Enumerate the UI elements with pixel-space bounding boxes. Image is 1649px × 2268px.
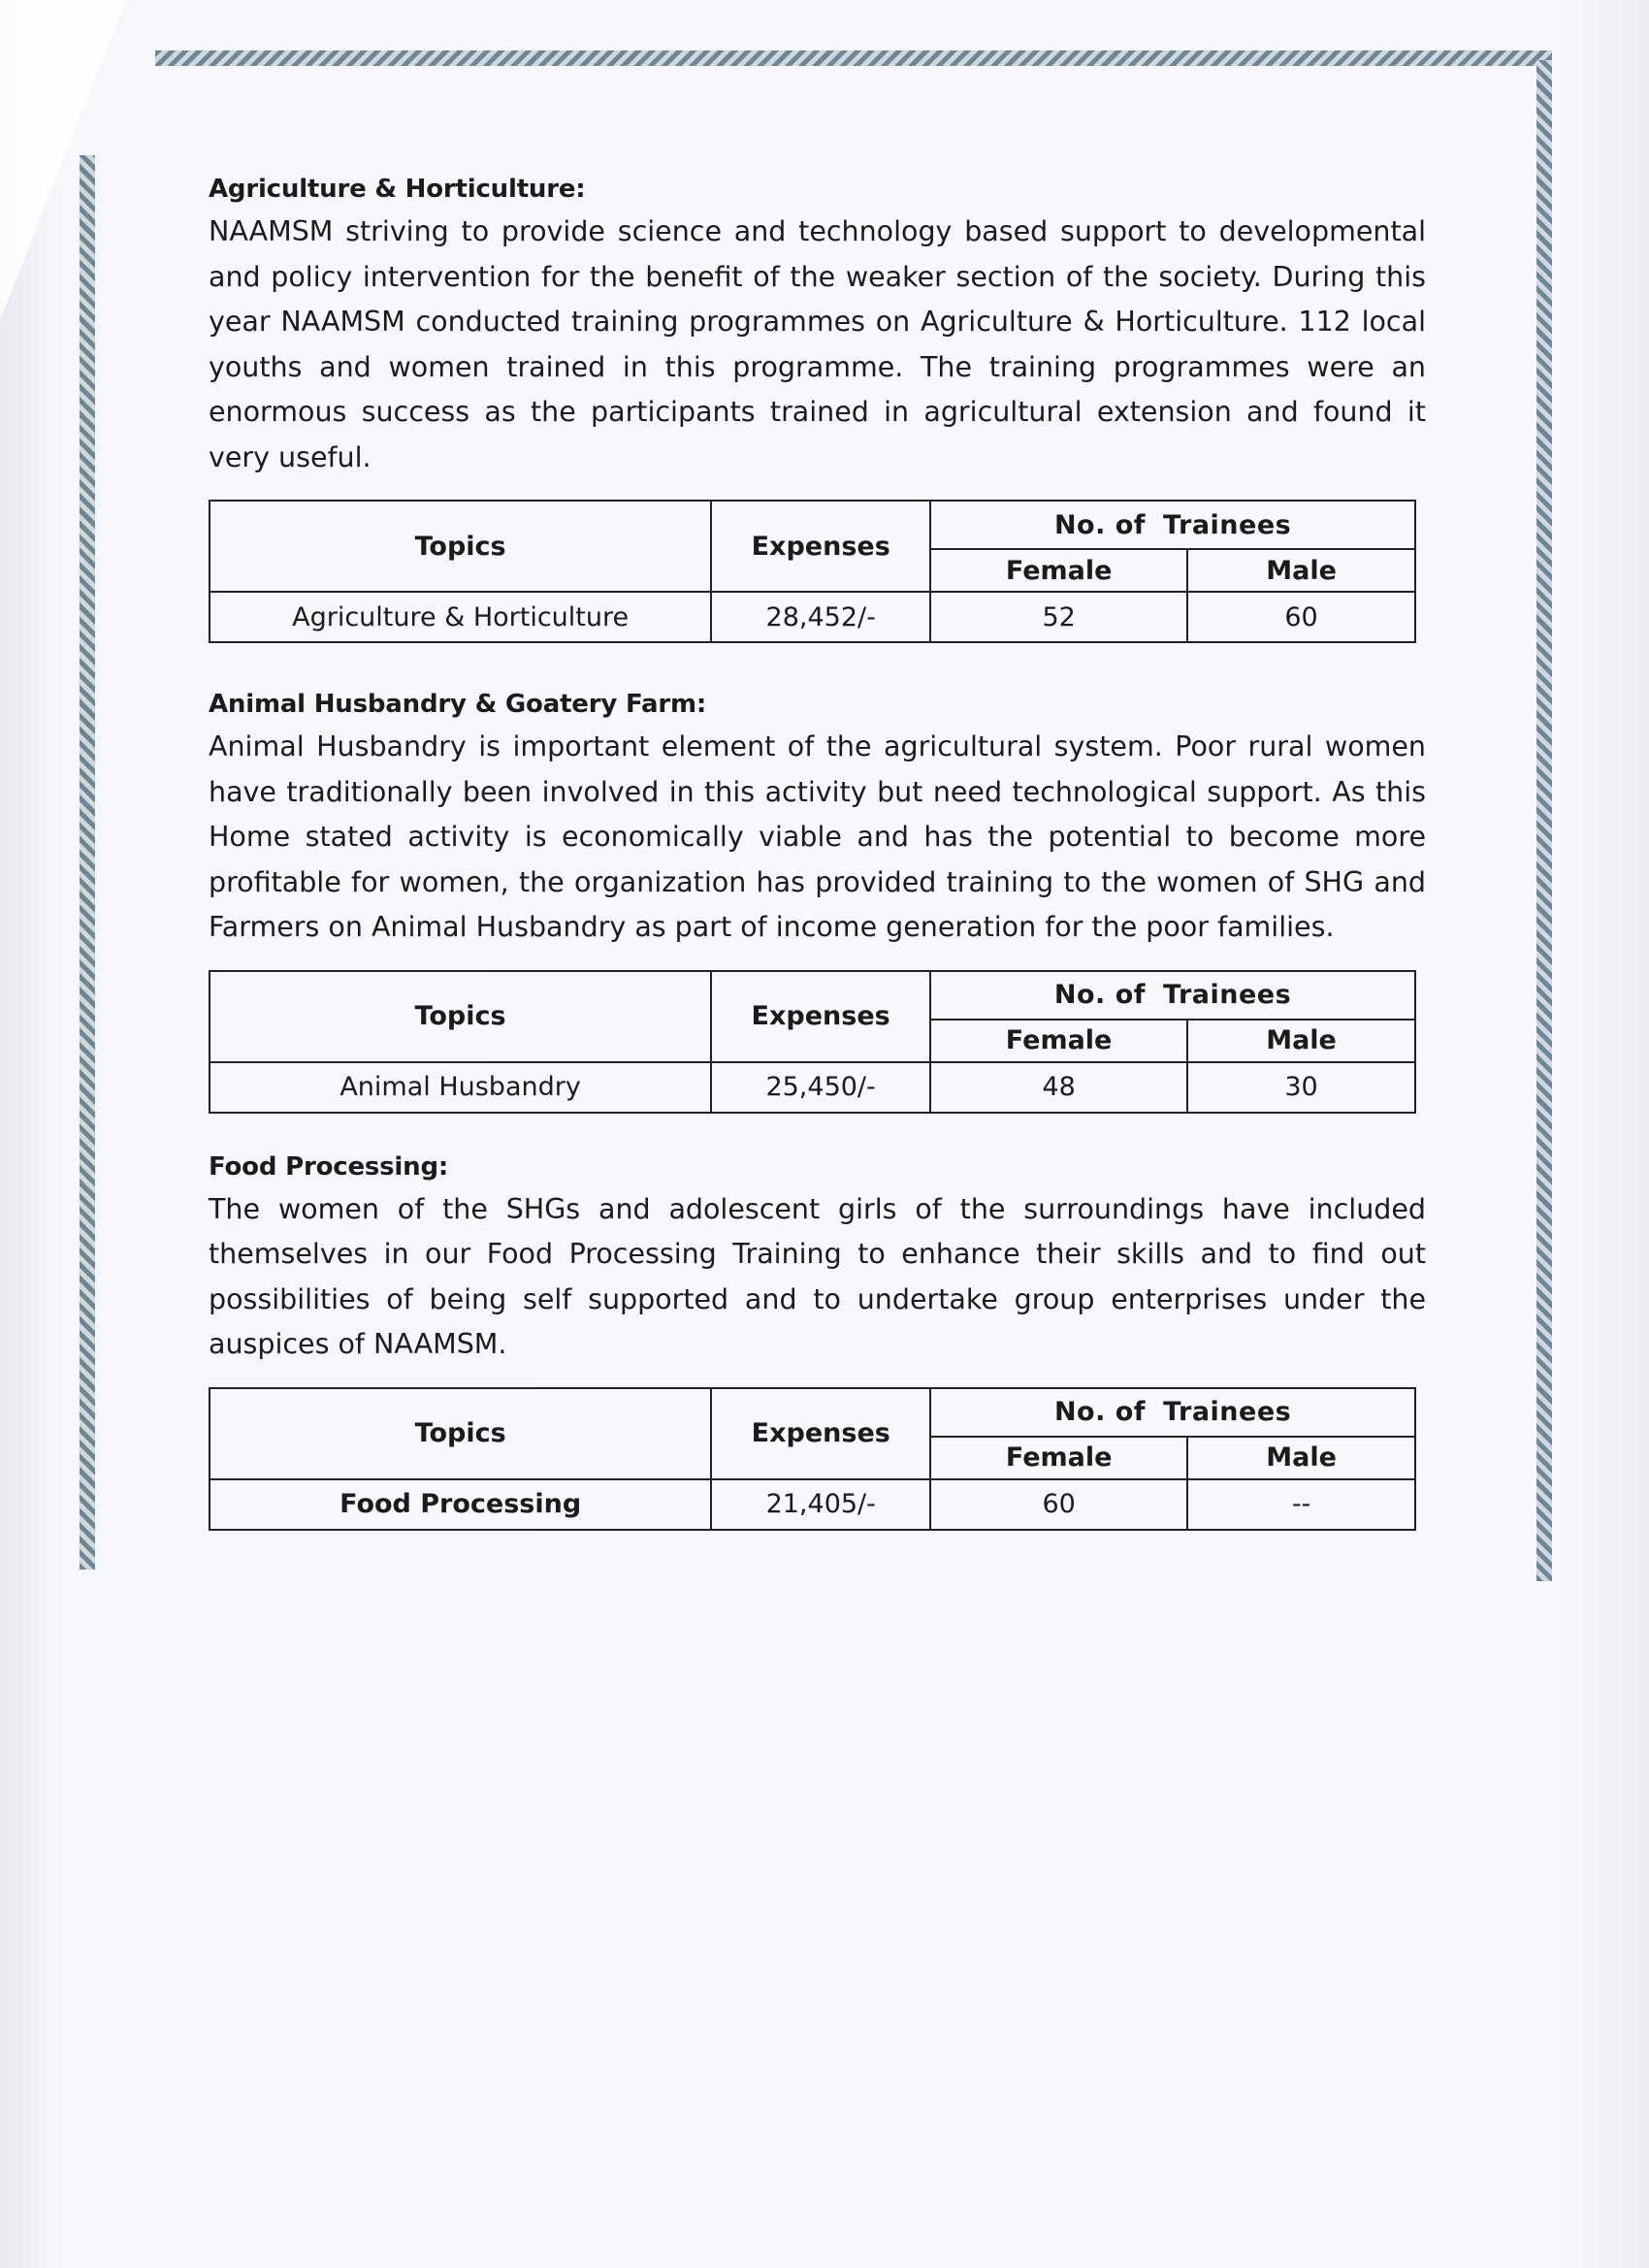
- header-topics: Topics: [210, 971, 711, 1062]
- header-male: Male: [1187, 1437, 1415, 1479]
- section-heading: Food Processing:: [209, 1151, 449, 1182]
- header-trainees: Trainees: [1163, 509, 1292, 540]
- section-paragraph: The women of the SHGs and adolescent girls of the surroundings have included themselves in our Food Processing Training to enhance their skills and to find out possibilities of being self supported and to undertake group enterprises under the auspices of NAAMSM.: [209, 1192, 1426, 1360]
- header-no-of: No. of: [1053, 509, 1147, 540]
- header-female: Female: [930, 1020, 1187, 1062]
- header-trainees: Trainees: [1163, 1397, 1292, 1427]
- table-row: [210, 592, 1415, 642]
- header-no-of: No. of: [1053, 980, 1147, 1010]
- header-no-of-trainees: [930, 501, 1415, 549]
- cell-expenses: 21,405/-: [711, 1479, 930, 1530]
- header-expenses: Expenses: [711, 501, 930, 592]
- header-trainees: Trainees: [1163, 980, 1292, 1010]
- document-content: [209, 175, 1426, 1531]
- header-topics: Topics: [210, 1388, 711, 1479]
- table-header-row: [210, 1388, 1415, 1437]
- header-no-of: No. of: [1053, 1397, 1147, 1427]
- cell-female: 60: [930, 1479, 1187, 1530]
- header-male: Male: [1187, 1020, 1415, 1062]
- trainees-table: [209, 970, 1416, 1114]
- cell-male: 30: [1187, 1062, 1415, 1113]
- header-expenses: Expenses: [711, 1388, 930, 1479]
- table-row: [210, 1479, 1415, 1530]
- cell-female: 48: [930, 1062, 1187, 1113]
- section-paragraph: NAAMSM striving to provide science and technology based support to developmental and policy intervention for the benefit of the weaker section of the society. During this year NAAMSM conducted training programmes on Agriculture & Horticulture. 112 local youths and women trained in this programme. The training programmes were an enormous success as the participants trained in agricultural extension and found it very useful.: [209, 215, 1426, 473]
- section-paragraph: Animal Husbandry is important element of the agricultural system. Poor rural women have traditionally been involved in this activity but need technological support. As this Home stated activity is economically viable and has the potential to become more profitable for women, the organization has provided training to the women of SHG and Farmers on Animal Husbandry as part of income generation for the poor families.: [209, 730, 1426, 943]
- cell-expenses: 25,450/-: [711, 1062, 930, 1113]
- cell-male: --: [1187, 1479, 1415, 1530]
- section-food-processing: [209, 1152, 1426, 1531]
- cell-topic: Food Processing: [210, 1479, 711, 1530]
- folded-corner: [0, 0, 126, 320]
- trainees-table: [209, 500, 1416, 643]
- section-agriculture: [209, 175, 1426, 643]
- table-row: [210, 1062, 1415, 1113]
- decorative-border-right: [1536, 60, 1552, 1581]
- header-female: Female: [930, 549, 1187, 592]
- table-header-row: [210, 501, 1415, 549]
- cell-topic: Animal Husbandry: [210, 1062, 711, 1113]
- section-heading: Animal Husbandry & Goatery Farm:: [209, 690, 707, 719]
- decorative-border-left: [80, 155, 95, 1570]
- header-topics: Topics: [210, 501, 711, 592]
- trainees-table: [209, 1387, 1416, 1531]
- header-expenses: Expenses: [711, 971, 930, 1062]
- section-heading: Agriculture & Horticulture:: [209, 175, 586, 204]
- table-header-row: [210, 971, 1415, 1020]
- cell-expenses: 28,452/-: [711, 592, 930, 642]
- decorative-border-top: [155, 50, 1552, 66]
- cell-female: 52: [930, 592, 1187, 642]
- header-female: Female: [930, 1437, 1187, 1479]
- header-no-of-trainees: [930, 971, 1415, 1020]
- header-male: Male: [1187, 549, 1415, 592]
- cell-male: 60: [1187, 592, 1415, 642]
- cell-topic: Agriculture & Horticulture: [210, 592, 711, 642]
- section-animal-husbandry: [209, 690, 1426, 1114]
- header-no-of-trainees: [930, 1388, 1415, 1437]
